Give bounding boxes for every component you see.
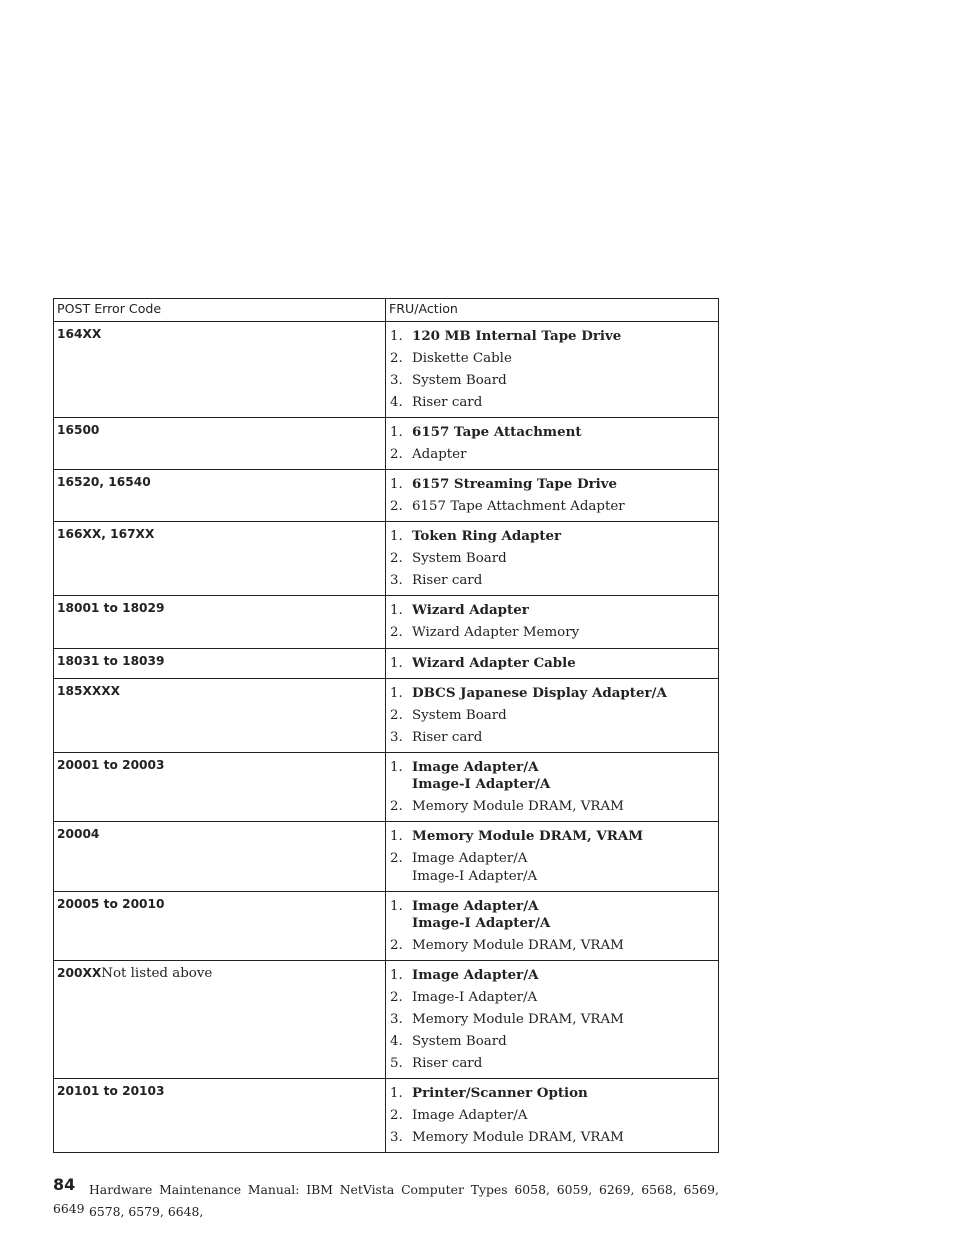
error-code: 16520, 16540 bbox=[57, 475, 151, 490]
table-row bbox=[54, 596, 719, 648]
fru-action-cell bbox=[386, 648, 719, 678]
fru-action-cell bbox=[386, 752, 719, 821]
error-code-cell bbox=[54, 961, 386, 1079]
table-row bbox=[54, 891, 719, 960]
fru-action-item bbox=[390, 707, 714, 724]
list-number: 3. bbox=[390, 1012, 403, 1028]
table-row bbox=[54, 678, 719, 752]
fru-action-text: Riser card bbox=[412, 729, 483, 745]
list-number: 4. bbox=[390, 1034, 403, 1050]
fru-action-text-line2: Image-I Adapter/A bbox=[412, 776, 551, 793]
fru-action-item bbox=[390, 729, 714, 746]
list-number: 1. bbox=[390, 968, 403, 984]
fru-action-text: System Board bbox=[412, 707, 507, 723]
fru-action-list bbox=[390, 759, 714, 815]
fru-action-item bbox=[390, 424, 714, 441]
fru-action-item bbox=[390, 446, 714, 463]
fru-action-cell bbox=[386, 322, 719, 418]
table-row bbox=[54, 1079, 719, 1153]
fru-action-list bbox=[390, 828, 714, 884]
list-number: 1. bbox=[390, 759, 403, 775]
fru-action-item bbox=[390, 372, 714, 389]
list-number: 1. bbox=[390, 1086, 403, 1102]
fru-action-cell bbox=[386, 470, 719, 522]
error-code: 20101 to 20103 bbox=[57, 1084, 165, 1099]
error-code-cell bbox=[54, 891, 386, 960]
list-number: 2. bbox=[390, 551, 403, 567]
fru-action-item bbox=[390, 759, 714, 794]
table-row bbox=[54, 417, 719, 469]
error-code: 20001 to 20003 bbox=[57, 757, 165, 772]
fru-action-item bbox=[390, 498, 714, 515]
fru-action-item bbox=[390, 624, 714, 641]
fru-action-item bbox=[390, 1107, 714, 1124]
fru-action-cell bbox=[386, 596, 719, 648]
list-number: 2. bbox=[390, 851, 403, 867]
fru-action-cell bbox=[386, 891, 719, 960]
list-number: 2. bbox=[390, 350, 403, 366]
table-row bbox=[54, 648, 719, 678]
list-number: 1. bbox=[390, 685, 403, 701]
fru-action-cell bbox=[386, 522, 719, 596]
error-code: 166XX, 167XX bbox=[57, 527, 155, 542]
error-code-cell bbox=[54, 417, 386, 469]
fru-action-text: System Board bbox=[412, 551, 507, 567]
list-number: 3. bbox=[390, 1130, 403, 1146]
fru-action-item bbox=[390, 828, 714, 845]
list-number: 1. bbox=[390, 898, 403, 914]
fru-action-text: Image Adapter/A bbox=[412, 851, 528, 867]
footer-running-title-continued: 6649 bbox=[53, 1201, 85, 1216]
list-number: 2. bbox=[390, 990, 403, 1006]
list-number: 4. bbox=[390, 394, 403, 410]
column-header-fru-action: FRU/Action bbox=[386, 299, 719, 322]
fru-action-list bbox=[390, 1085, 714, 1146]
fru-action-item bbox=[390, 394, 714, 411]
fru-action-text: Memory Module DRAM, VRAM bbox=[412, 828, 644, 845]
post-error-code-table bbox=[53, 298, 719, 1153]
fru-action-item bbox=[390, 898, 714, 933]
list-number: 3. bbox=[390, 729, 403, 745]
error-code-cell bbox=[54, 648, 386, 678]
error-code-cell bbox=[54, 822, 386, 891]
footer-running-title: Hardware Maintenance Manual: IBM NetVista Computer Types 6058, 6059, 6269, 6568, 6569, 6578, 6579, 6648, bbox=[89, 1182, 719, 1219]
fru-action-list bbox=[390, 476, 714, 515]
fru-action-text: Memory Module DRAM, VRAM bbox=[412, 1012, 624, 1028]
fru-action-item bbox=[390, 989, 714, 1006]
page-number: 84 bbox=[53, 1175, 76, 1194]
fru-action-item bbox=[390, 1011, 714, 1028]
fru-action-text: Wizard Adapter Cable bbox=[412, 654, 576, 671]
list-number: 1. bbox=[390, 655, 403, 671]
fru-action-text: Riser card bbox=[412, 573, 483, 589]
list-number: 1. bbox=[390, 603, 403, 619]
fru-action-text: System Board bbox=[412, 1034, 507, 1050]
fru-action-item bbox=[390, 798, 714, 815]
fru-action-item bbox=[390, 1129, 714, 1146]
fru-action-text: Image-I Adapter/A bbox=[412, 990, 538, 1006]
fru-action-text: System Board bbox=[412, 372, 507, 388]
list-number: 2. bbox=[390, 1108, 403, 1124]
list-number: 2. bbox=[390, 799, 403, 815]
fru-action-text: Image Adapter/A bbox=[412, 1108, 528, 1124]
fru-action-list bbox=[390, 655, 714, 672]
list-number: 1. bbox=[390, 477, 403, 493]
fru-action-item bbox=[390, 1085, 714, 1102]
fru-action-text: Memory Module DRAM, VRAM bbox=[412, 1130, 624, 1146]
fru-action-item bbox=[390, 1055, 714, 1072]
fru-action-text: Image Adapter/A bbox=[412, 967, 539, 984]
list-number: 2. bbox=[390, 499, 403, 515]
list-number: 1. bbox=[390, 329, 403, 344]
error-code-cell bbox=[54, 678, 386, 752]
fru-action-cell bbox=[386, 678, 719, 752]
fru-action-text: Printer/Scanner Option bbox=[412, 1085, 588, 1102]
table-row bbox=[54, 522, 719, 596]
fru-action-text: 6157 Tape Attachment Adapter bbox=[412, 499, 625, 515]
fru-action-text: Token Ring Adapter bbox=[412, 528, 562, 545]
fru-action-item bbox=[390, 550, 714, 567]
error-code: 185XXXX bbox=[57, 683, 121, 698]
table-row bbox=[54, 470, 719, 522]
list-number: 2. bbox=[390, 446, 403, 462]
fru-action-cell bbox=[386, 417, 719, 469]
fru-action-text: Adapter bbox=[412, 446, 467, 462]
fru-action-text: Wizard Adapter Memory bbox=[412, 625, 580, 641]
fru-action-list bbox=[390, 328, 714, 411]
error-code-cell bbox=[54, 596, 386, 648]
fru-action-text: Image Adapter/A bbox=[412, 758, 539, 775]
fru-action-cell bbox=[386, 822, 719, 891]
list-number: 2. bbox=[390, 707, 403, 723]
list-number: 2. bbox=[390, 938, 403, 954]
table-row bbox=[54, 322, 719, 418]
fru-action-text: 6157 Streaming Tape Drive bbox=[412, 476, 618, 493]
error-code-cell bbox=[54, 322, 386, 418]
error-code: 20005 to 20010 bbox=[57, 896, 165, 911]
list-number: 3. bbox=[390, 372, 403, 388]
fru-action-item bbox=[390, 967, 714, 984]
fru-action-text: Diskette Cable bbox=[412, 350, 512, 366]
error-code: 164XX bbox=[57, 327, 102, 341]
fru-action-item bbox=[390, 602, 714, 619]
fru-action-item bbox=[390, 937, 714, 954]
fru-action-list bbox=[390, 528, 714, 589]
fru-action-item bbox=[390, 528, 714, 545]
fru-action-item bbox=[390, 476, 714, 493]
fru-action-text: Image Adapter/A bbox=[412, 897, 539, 914]
fru-action-text: 6157 Tape Attachment bbox=[412, 423, 582, 440]
fru-action-item bbox=[390, 1033, 714, 1050]
fru-action-list bbox=[390, 685, 714, 746]
list-number: 1. bbox=[390, 529, 403, 545]
error-code: 18001 to 18029 bbox=[57, 601, 165, 616]
list-number: 3. bbox=[390, 573, 403, 589]
column-header-post-error-code: POST Error Code bbox=[54, 299, 386, 322]
fru-action-item bbox=[390, 328, 714, 345]
fru-action-text: 120 MB Internal Tape Drive bbox=[412, 328, 622, 344]
table-body bbox=[54, 322, 719, 1153]
error-code-cell bbox=[54, 470, 386, 522]
fru-action-text-line2: Image-I Adapter/A bbox=[412, 915, 551, 932]
fru-action-list bbox=[390, 602, 714, 641]
fru-action-list bbox=[390, 967, 714, 1072]
table-row bbox=[54, 822, 719, 891]
table-header-row bbox=[54, 299, 719, 322]
fru-action-list bbox=[390, 424, 714, 463]
fru-action-cell bbox=[386, 1079, 719, 1153]
fru-action-text: Riser card bbox=[412, 1056, 483, 1071]
list-number: 5. bbox=[390, 1056, 403, 1071]
fru-action-text: DBCS Japanese Display Adapter/A bbox=[412, 684, 667, 701]
fru-action-text: Wizard Adapter bbox=[412, 602, 529, 619]
error-code-cell bbox=[54, 1079, 386, 1153]
fru-action-text: Memory Module DRAM, VRAM bbox=[412, 799, 624, 815]
fru-action-cell bbox=[386, 961, 719, 1079]
table-row bbox=[54, 752, 719, 821]
table-row bbox=[54, 961, 719, 1079]
fru-action-item bbox=[390, 350, 714, 367]
error-code-cell bbox=[54, 522, 386, 596]
fru-action-item bbox=[390, 850, 714, 885]
list-number: 1. bbox=[390, 829, 403, 845]
fru-action-text: Memory Module DRAM, VRAM bbox=[412, 938, 624, 954]
error-code-note: Not listed above bbox=[101, 966, 213, 982]
error-code: 20004 bbox=[57, 827, 100, 842]
list-number: 2. bbox=[390, 625, 403, 641]
fru-action-item bbox=[390, 572, 714, 589]
error-code: 18031 to 18039 bbox=[57, 653, 165, 668]
fru-action-list bbox=[390, 898, 714, 954]
list-number: 1. bbox=[390, 424, 403, 440]
fru-action-text-line2: Image-I Adapter/A bbox=[412, 868, 538, 884]
error-code: 200XX bbox=[57, 966, 102, 981]
error-code: 16500 bbox=[57, 422, 100, 437]
fru-action-item bbox=[390, 655, 714, 672]
error-code-cell bbox=[54, 752, 386, 821]
fru-action-item bbox=[390, 685, 714, 702]
fru-action-text: Riser card bbox=[412, 394, 483, 410]
